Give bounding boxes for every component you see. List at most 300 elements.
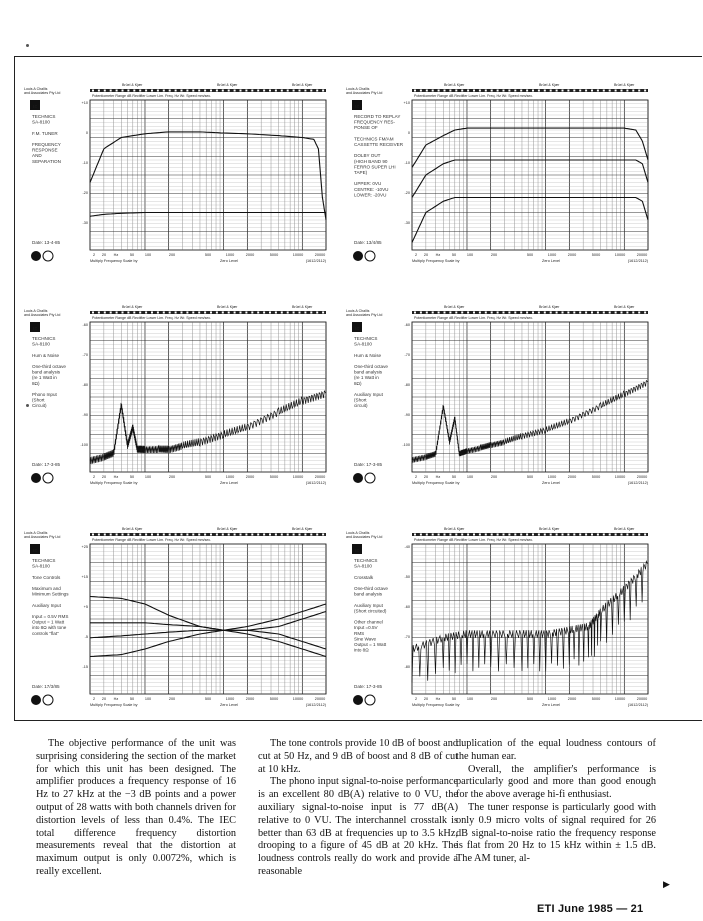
sprocket-hole [544, 90, 546, 92]
sprocket-hole [485, 90, 487, 92]
sprocket-hole [157, 312, 159, 314]
sprocket-hole [322, 312, 324, 314]
scale-note: Multiply Frequency Scale by [90, 703, 138, 707]
sprocket-hole [204, 90, 206, 92]
sprocket-hole [603, 312, 605, 314]
chart-replay-frequency-response [344, 78, 652, 268]
y-tick-label: -80 [404, 383, 410, 387]
sprocket-hole [122, 534, 124, 536]
sprocket-hole [281, 312, 283, 314]
sprocket-hole [234, 312, 236, 314]
sprocket-hole [609, 90, 611, 92]
x-tick-label: 200 [490, 475, 498, 479]
chart-paper-strip [90, 533, 326, 536]
sprocket-hole [304, 90, 306, 92]
sprocket-hole [497, 90, 499, 92]
sprocket-hole [461, 534, 463, 536]
sprocket-hole [550, 534, 552, 536]
sprocket-hole [163, 90, 165, 92]
sprocket-hole [609, 534, 611, 536]
x-tick-label: 50 [129, 475, 135, 479]
x-tick-label: 100 [466, 475, 474, 479]
sprocket-hole [426, 90, 428, 92]
caption-line: RESPONSE [32, 147, 58, 153]
x-tick-label: 100 [144, 697, 152, 701]
y-tick-label: -10 [404, 161, 410, 165]
sprocket-hole [257, 312, 259, 314]
sprocket-hole [192, 312, 194, 314]
x-tick-label: Hz [435, 475, 441, 479]
company-name-line2: and Associates Pty Ltd [24, 535, 61, 539]
binding-hole-mark [26, 44, 29, 47]
caption-line: CENTRE: -10VU [354, 186, 389, 192]
x-tick-label: 2 [92, 253, 96, 257]
x-tick-label: 500 [204, 697, 212, 701]
company-name-line2: and Associates Pty Ltd [346, 313, 383, 317]
sprocket-hole [644, 312, 646, 314]
sprocket-hole [210, 534, 212, 536]
bk-logo-icon [31, 473, 41, 483]
sprocket-hole [139, 312, 141, 314]
y-tick-label: -15 [82, 665, 88, 669]
sprocket-hole [532, 534, 534, 536]
series-line [412, 381, 648, 463]
chart-date: Date: 13-4-85 [32, 240, 61, 245]
caption-line: TECHNICS FM/AM [354, 136, 394, 142]
sprocket-hole [567, 90, 569, 92]
x-tick-label: 2 [414, 475, 418, 479]
part-number: (1612/2112) [627, 481, 648, 485]
caption-line: Output = 1 Watt [354, 642, 387, 647]
x-tick-label: 100 [144, 475, 152, 479]
x-tick-label: 1000 [547, 697, 557, 701]
x-tick-label: 2 [414, 253, 418, 257]
brand-label: Brüel & Kjær [292, 527, 313, 531]
sprocket-hole [163, 312, 165, 314]
caption-line: (Short [354, 397, 367, 403]
caption-line: SA-8100 [32, 563, 50, 569]
x-tick-label: Hz [113, 697, 119, 701]
recorder-settings-line: Potentiometer Range dB Rectifier Lower Lim. Freq. Hz Wr. Speed mm/sec. [92, 94, 212, 98]
series-line [90, 630, 326, 656]
sprocket-hole [275, 534, 277, 536]
sprocket-hole [151, 534, 153, 536]
sprocket-hole [122, 312, 124, 314]
sprocket-hole [550, 312, 552, 314]
company-name-line2: and Associates Pty Ltd [346, 91, 383, 95]
sprocket-hole [98, 90, 100, 92]
caption-line: controls "flat" [32, 630, 59, 636]
sprocket-hole [591, 312, 593, 314]
sprocket-hole [562, 312, 564, 314]
caption-line: Auxiliary Input [354, 392, 383, 397]
y-tick-label: +5 [83, 605, 88, 609]
x-tick-label: 10000 [292, 697, 304, 701]
sprocket-hole [322, 534, 324, 536]
sprocket-hole [579, 534, 581, 536]
x-tick-label: 50 [451, 475, 457, 479]
caption-line: TECHNICS [32, 336, 56, 341]
x-tick-label: 5000 [591, 697, 601, 701]
sprocket-hole [544, 534, 546, 536]
series-line [90, 597, 326, 631]
sprocket-hole [186, 312, 188, 314]
lc-logo-text: LC [32, 326, 38, 331]
sprocket-hole [110, 312, 112, 314]
y-tick-label: 0 [407, 131, 410, 135]
caption-line: TECHNICS [32, 114, 56, 119]
sprocket-hole [240, 534, 242, 536]
recorder-settings-line: Potentiometer Range dB Rectifier Lower Lim. Freq. Hz Wr. Speed mm/sec. [414, 94, 534, 98]
caption-line: Minimum Settings [32, 591, 69, 597]
y-tick-label: -70 [404, 353, 410, 357]
bk-logo-icon [353, 695, 363, 705]
sprocket-hole [473, 534, 475, 536]
x-tick-label: 500 [526, 253, 534, 257]
x-tick-label: Hz [435, 253, 441, 257]
x-tick-label: 10000 [614, 697, 626, 701]
lc-logo-text: LC [32, 104, 38, 109]
sprocket-hole [104, 312, 106, 314]
caption-line: SA-8100 [354, 341, 372, 347]
caption-line: Output = 1 Watt [32, 619, 65, 625]
sprocket-hole [514, 312, 516, 314]
sprocket-hole [127, 90, 129, 92]
sprocket-hole [145, 90, 147, 92]
y-tick-label: -90 [404, 413, 410, 417]
x-tick-label: 5000 [269, 253, 279, 257]
sprocket-hole [438, 534, 440, 536]
caption-line: (Short circuited) [354, 608, 387, 614]
x-tick-label: 2000 [567, 475, 577, 479]
sprocket-hole [175, 90, 177, 92]
sprocket-hole [222, 90, 224, 92]
x-tick-label: 100 [466, 697, 474, 701]
caption-line: Circuit) [32, 403, 47, 409]
x-tick-label: 1000 [547, 253, 557, 257]
sprocket-hole [632, 534, 634, 536]
x-tick-label: 50 [451, 253, 457, 257]
zero-level-label: Zero Level [220, 703, 238, 707]
sprocket-hole [556, 90, 558, 92]
chart-phono-hum-noise [22, 300, 330, 490]
sprocket-hole [485, 534, 487, 536]
sprocket-hole [621, 312, 623, 314]
sprocket-hole [562, 534, 564, 536]
caption-line: CASSETTE RECEIVER [354, 142, 404, 147]
lc-logo-text: LC [354, 548, 360, 553]
x-tick-label: 20 [101, 253, 107, 257]
sprocket-hole [204, 312, 206, 314]
bk-logo-icon [31, 695, 41, 705]
series-line [90, 623, 326, 657]
sprocket-hole [287, 90, 289, 92]
sprocket-hole [414, 90, 416, 92]
chart-date: Date: 13/4/85 [354, 240, 382, 245]
caption-line: Sine Wave [354, 636, 377, 642]
sprocket-hole [538, 312, 540, 314]
series-line [412, 561, 648, 683]
caption-line: (re 1 Watt in [354, 375, 379, 381]
bk-logo-icon [353, 251, 363, 261]
sprocket-hole [626, 312, 628, 314]
sprocket-hole [591, 90, 593, 92]
sprocket-hole [526, 90, 528, 92]
chart-auxiliary-hum-noise [344, 300, 652, 490]
sprocket-hole [621, 90, 623, 92]
x-tick-label: 10000 [614, 253, 626, 257]
sprocket-hole [491, 534, 493, 536]
sprocket-hole [157, 534, 159, 536]
caption-line: FREQUENCY [32, 142, 61, 147]
brand-label: Brüel & Kjær [614, 83, 635, 87]
sprocket-hole [538, 90, 540, 92]
caption-line: into 8Ω with tone [32, 625, 67, 631]
sprocket-hole [491, 312, 493, 314]
sprocket-hole [127, 534, 129, 536]
caption-line: SEPARATION [32, 158, 61, 164]
sprocket-hole [615, 534, 617, 536]
x-tick-label: 20000 [636, 697, 648, 701]
sprocket-hole [461, 90, 463, 92]
binding-hole-mark [26, 404, 29, 407]
sprocket-hole [485, 312, 487, 314]
sprocket-hole [198, 534, 200, 536]
paragraph: duplication of the equal loudness contours of the human ear. [456, 738, 656, 762]
y-tick-label: 0 [85, 131, 88, 135]
bk-logo-icon [43, 473, 53, 483]
sprocket-hole [567, 534, 569, 536]
caption-line: into 8Ω [354, 647, 369, 653]
y-tick-label: -80 [404, 665, 410, 669]
sprocket-hole [632, 312, 634, 314]
sprocket-hole [275, 90, 277, 92]
sprocket-hole [169, 312, 171, 314]
brand-label: Brüel & Kjær [292, 305, 313, 309]
sprocket-hole [98, 534, 100, 536]
y-tick-label: -20 [404, 191, 410, 195]
sprocket-hole [145, 534, 147, 536]
sprocket-hole [163, 534, 165, 536]
sprocket-hole [626, 534, 628, 536]
sprocket-hole [520, 534, 522, 536]
sprocket-hole [414, 534, 416, 536]
caption-line: RMS [354, 630, 365, 636]
sprocket-hole [127, 312, 129, 314]
x-tick-label: 20000 [314, 475, 326, 479]
sprocket-hole [116, 534, 118, 536]
caption-line: TAPE) [354, 170, 368, 175]
caption-line: TECHNICS [32, 558, 56, 563]
caption-line: PONSE OF [354, 125, 378, 131]
sprocket-hole [573, 312, 575, 314]
sprocket-hole [304, 312, 306, 314]
caption-line: band analysis [354, 369, 383, 375]
sprocket-hole [257, 90, 259, 92]
y-tick-label: +25 [81, 545, 88, 549]
caption-line: Hum & Noise [32, 352, 60, 358]
caption-line: FERRO SUPER LHI [354, 164, 396, 170]
sprocket-hole [449, 534, 451, 536]
y-tick-label: -60 [404, 323, 410, 327]
bk-logo-icon [365, 251, 375, 261]
sprocket-hole [210, 90, 212, 92]
sprocket-hole [222, 312, 224, 314]
x-tick-label: 2000 [245, 475, 255, 479]
page-footer [537, 903, 643, 915]
sprocket-hole [508, 312, 510, 314]
sprocket-hole [609, 312, 611, 314]
chart-paper-strip [412, 311, 648, 314]
x-tick-label: 10000 [614, 475, 626, 479]
sprocket-hole [497, 312, 499, 314]
sprocket-hole [222, 534, 224, 536]
recorder-settings-line: Potentiometer Range dB Rectifier Lower Lim. Freq. Hz Wr. Speed mm/sec. [92, 538, 212, 542]
article-column-1 [36, 738, 236, 879]
sprocket-hole [175, 534, 177, 536]
sprocket-hole [597, 534, 599, 536]
caption-line: band analysis [354, 591, 383, 597]
x-tick-label: 20000 [636, 253, 648, 257]
x-tick-label: 20 [423, 475, 429, 479]
sprocket-hole [269, 312, 271, 314]
caption-line: Maximum and [32, 586, 61, 591]
sprocket-hole [544, 312, 546, 314]
sprocket-hole [310, 90, 312, 92]
sprocket-hole [503, 312, 505, 314]
y-tick-label: +15 [81, 575, 88, 579]
company-name: Louis A Challis [24, 309, 48, 313]
y-tick-label: -30 [82, 221, 88, 225]
sprocket-hole [169, 90, 171, 92]
part-number: (1612/2112) [305, 259, 326, 263]
y-tick-label: -90 [82, 413, 88, 417]
sprocket-hole [293, 312, 295, 314]
sprocket-hole [145, 312, 147, 314]
sprocket-hole [234, 90, 236, 92]
company-name: Louis A Challis [24, 87, 48, 91]
sprocket-hole [192, 90, 194, 92]
sprocket-hole [186, 534, 188, 536]
sprocket-hole [455, 534, 457, 536]
sprocket-hole [275, 312, 277, 314]
x-tick-label: 200 [490, 253, 498, 257]
caption-line: Auxiliary Input [354, 602, 383, 608]
chart-grid [90, 100, 326, 250]
sprocket-hole [585, 534, 587, 536]
sprocket-hole [520, 90, 522, 92]
caption-line: One-third octave [32, 364, 66, 369]
x-tick-label: 200 [168, 475, 176, 479]
caption-line: TECHNICS [354, 336, 378, 341]
sprocket-hole [508, 90, 510, 92]
sprocket-hole [573, 90, 575, 92]
sprocket-hole [216, 534, 218, 536]
recorder-settings-line: Potentiometer Range dB Rectifier Lower Lim. Freq. Hz Wr. Speed mm/sec. [92, 316, 212, 320]
brand-label: Brüel & Kjær [444, 305, 465, 309]
caption-line: Crosstalk [354, 574, 374, 580]
sprocket-hole [240, 90, 242, 92]
sprocket-hole [104, 90, 106, 92]
sprocket-hole [432, 90, 434, 92]
sprocket-hole [98, 312, 100, 314]
sprocket-hole [281, 90, 283, 92]
sprocket-hole [444, 312, 446, 314]
x-tick-label: 200 [490, 697, 498, 701]
caption-line: SA-8100 [32, 119, 50, 125]
sprocket-hole [110, 90, 112, 92]
sprocket-hole [497, 534, 499, 536]
sprocket-hole [585, 90, 587, 92]
sprocket-hole [626, 90, 628, 92]
sprocket-hole [228, 534, 230, 536]
sprocket-hole [621, 534, 623, 536]
x-tick-label: 2 [92, 697, 96, 701]
caption-line: UPPER: 0VU [354, 181, 382, 187]
sprocket-hole [603, 90, 605, 92]
sprocket-hole [310, 534, 312, 536]
caption-line: F.M. TUNER [32, 130, 58, 136]
paragraph: The phono input signal-to-noise performance is an excellent 80 dB(A) relative to 0 VU, the auxiliary signal-to-noise input is 77 dB(A) relative to 0 VU. The interchannel crosstalk is better than 63 dB at frequencies up to 3.5 kHz, drooping to a figure of 45 dB at 20 kHz. The loudness controls really do work and provide a reasonable [258, 776, 458, 877]
recorder-header [24, 83, 326, 98]
company-name-line2: and Associates Pty Ltd [24, 91, 61, 95]
sprocket-hole [116, 90, 118, 92]
caption-line: SA-8100 [354, 563, 372, 569]
sprocket-hole [245, 312, 247, 314]
sprocket-hole [251, 312, 253, 314]
company-name-line2: and Associates Pty Ltd [24, 313, 61, 317]
sprocket-hole [503, 534, 505, 536]
paragraph: The tone controls provide 10 dB of boost and cut at 50 Hz, and 9 dB of boost and 8 dB of cut at 10 kHz. [258, 738, 458, 775]
bk-logo-icon [43, 251, 53, 261]
chart-crosstalk [344, 522, 652, 712]
sprocket-hole [157, 90, 159, 92]
caption-line: FREQUENCY RES- [354, 119, 396, 125]
sprocket-hole [299, 534, 301, 536]
brand-label: Brüel & Kjær [122, 305, 143, 309]
sprocket-hole [579, 312, 581, 314]
x-tick-label: 50 [129, 253, 135, 257]
y-tick-label: -70 [82, 353, 88, 357]
x-tick-label: 2000 [245, 253, 255, 257]
x-tick-label: 20000 [314, 253, 326, 257]
sprocket-hole [293, 90, 295, 92]
sprocket-hole [151, 90, 153, 92]
x-tick-label: 20 [101, 697, 107, 701]
sprocket-hole [210, 312, 212, 314]
chart-date: Date: 17-3-85 [354, 462, 383, 467]
x-tick-label: 50 [451, 697, 457, 701]
sprocket-hole [186, 90, 188, 92]
caption-line: Hum & Noise [354, 352, 382, 358]
caption-line: SA-8100 [32, 341, 50, 347]
sprocket-hole [420, 534, 422, 536]
sprocket-hole [455, 312, 457, 314]
brand-label: Brüel & Kjær [217, 83, 238, 87]
sprocket-hole [426, 312, 428, 314]
sprocket-hole [92, 534, 94, 536]
sprocket-hole [615, 90, 617, 92]
sprocket-hole [269, 534, 271, 536]
caption-line: (re 1 Watt in [32, 375, 57, 381]
sprocket-hole [322, 90, 324, 92]
brand-label: Brüel & Kjær [444, 527, 465, 531]
x-tick-label: 1000 [225, 475, 235, 479]
scale-note: Multiply Frequency Scale by [412, 481, 460, 485]
bk-logo-icon [365, 695, 375, 705]
sprocket-hole [461, 312, 463, 314]
sprocket-hole [133, 90, 135, 92]
